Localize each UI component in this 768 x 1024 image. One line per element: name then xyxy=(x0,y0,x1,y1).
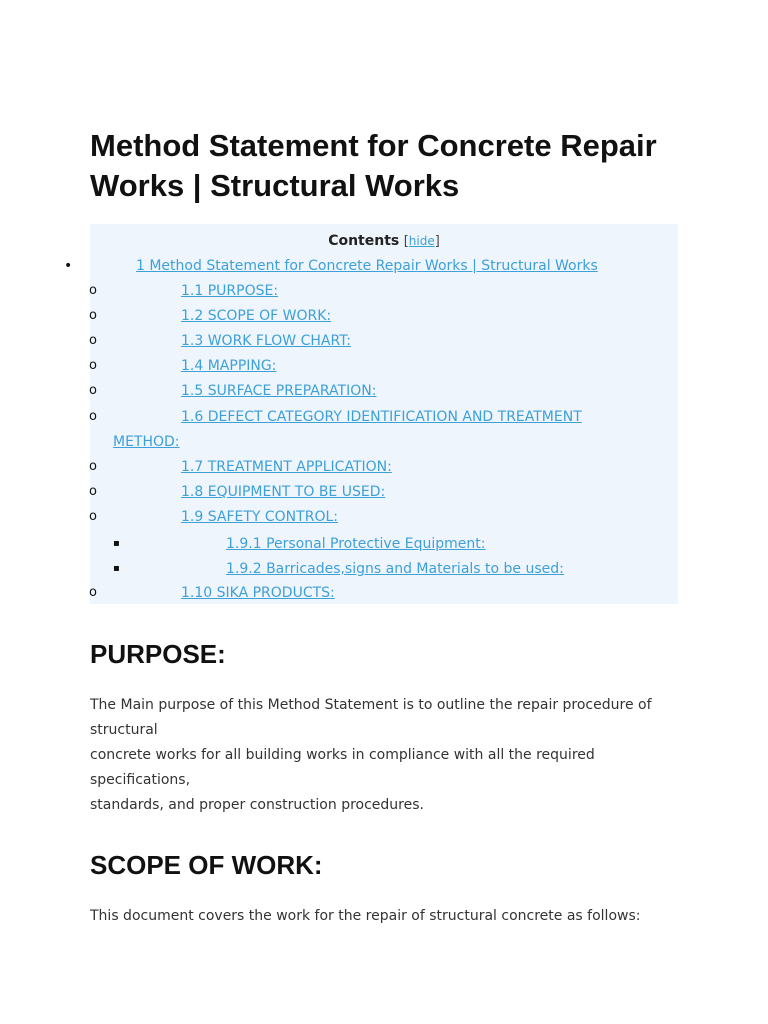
purpose-paragraph xyxy=(90,693,690,818)
toc-title: Contents xyxy=(328,233,400,249)
toc-link-defect-category[interactable]: 1.6 DEFECT CATEGORY IDENTIFICATION AND TREATMENT xyxy=(181,409,582,425)
toc-item xyxy=(0,305,768,327)
toc-link-surface-preparation[interactable]: 1.5 SURFACE PREPARATION: xyxy=(181,383,377,399)
purpose-heading: PURPOSE: xyxy=(90,639,226,669)
toc-item xyxy=(0,380,768,402)
purpose-line: The Main purpose of this Method Statement is to outline the repair procedure of xyxy=(90,697,652,713)
bullet-circle-icon: o xyxy=(89,409,97,424)
bullet-circle-icon: o xyxy=(89,333,97,348)
toc-link-treatment-application[interactable]: 1.7 TREATMENT APPLICATION: xyxy=(181,459,392,475)
toc-link-ppe[interactable]: 1.9.1 Personal Protective Equipment: xyxy=(226,536,486,552)
toc-item xyxy=(0,280,768,302)
bullet-square-icon: ▪ xyxy=(113,538,120,549)
page-title xyxy=(90,126,690,206)
bullet-circle-icon: o xyxy=(89,383,97,398)
bullet-circle-icon: o xyxy=(89,459,97,474)
bullet-circle-icon: o xyxy=(89,484,97,499)
toc-link-scope[interactable]: 1.2 SCOPE OF WORK: xyxy=(181,308,332,324)
purpose-line: concrete works for all building works in compliance with all the required xyxy=(90,747,595,763)
toc-bracket-close: ] xyxy=(434,234,440,249)
toc-item-continuation xyxy=(0,431,768,453)
bullet-disc-icon: • xyxy=(64,258,73,274)
toc-header xyxy=(90,232,678,251)
bullet-circle-icon: o xyxy=(89,509,97,524)
toc-link-sika-products[interactable]: 1.10 SIKA PRODUCTS: xyxy=(181,585,335,601)
toc-item xyxy=(0,533,768,555)
toc-link-barricades[interactable]: 1.9.2 Barricades,signs and Materials to be used: xyxy=(226,561,564,577)
purpose-line: standards, and proper construction procedures. xyxy=(90,797,424,813)
scope-heading: SCOPE OF WORK: xyxy=(90,850,323,880)
toc-link-defect-category-cont[interactable]: METHOD: xyxy=(113,434,180,450)
toc-link-equipment[interactable]: 1.8 EQUIPMENT TO BE USED: xyxy=(181,484,386,500)
toc-item xyxy=(0,255,768,277)
toc-link-section-1[interactable]: 1 Method Statement for Concrete Repair Works | Structural Works xyxy=(136,258,598,274)
toc-hide-link[interactable]: hide xyxy=(408,234,435,248)
toc-link-work-flow-chart[interactable]: 1.3 WORK FLOW CHART: xyxy=(181,333,351,349)
bullet-circle-icon: o xyxy=(89,358,97,373)
toc-item xyxy=(0,481,768,503)
toc-item xyxy=(0,330,768,352)
bullet-square-icon: ▪ xyxy=(113,563,120,574)
toc-item xyxy=(0,582,768,604)
bullet-circle-icon: o xyxy=(89,585,97,600)
page-title-line-1: Method Statement for Concrete Repair xyxy=(90,128,657,163)
purpose-line: specifications, xyxy=(90,772,191,788)
bullet-circle-icon: o xyxy=(89,308,97,323)
toc-link-safety-control[interactable]: 1.9 SAFETY CONTROL: xyxy=(181,509,338,525)
page-title-line-2: Works | Structural Works xyxy=(90,168,460,203)
toc-link-mapping[interactable]: 1.4 MAPPING: xyxy=(181,358,277,374)
toc-item xyxy=(0,456,768,478)
toc-item xyxy=(0,558,768,580)
toc-item xyxy=(0,506,768,528)
toc-link-purpose[interactable]: 1.1 PURPOSE: xyxy=(181,283,279,299)
scope-line: This document covers the work for the repair of structural concrete as follows: xyxy=(90,908,641,924)
toc-item xyxy=(0,406,768,428)
bullet-circle-icon: o xyxy=(89,283,97,298)
purpose-line: structural xyxy=(90,722,158,738)
toc-item xyxy=(0,355,768,377)
toc-bracket-open: [ xyxy=(403,234,409,249)
scope-paragraph xyxy=(90,904,690,929)
